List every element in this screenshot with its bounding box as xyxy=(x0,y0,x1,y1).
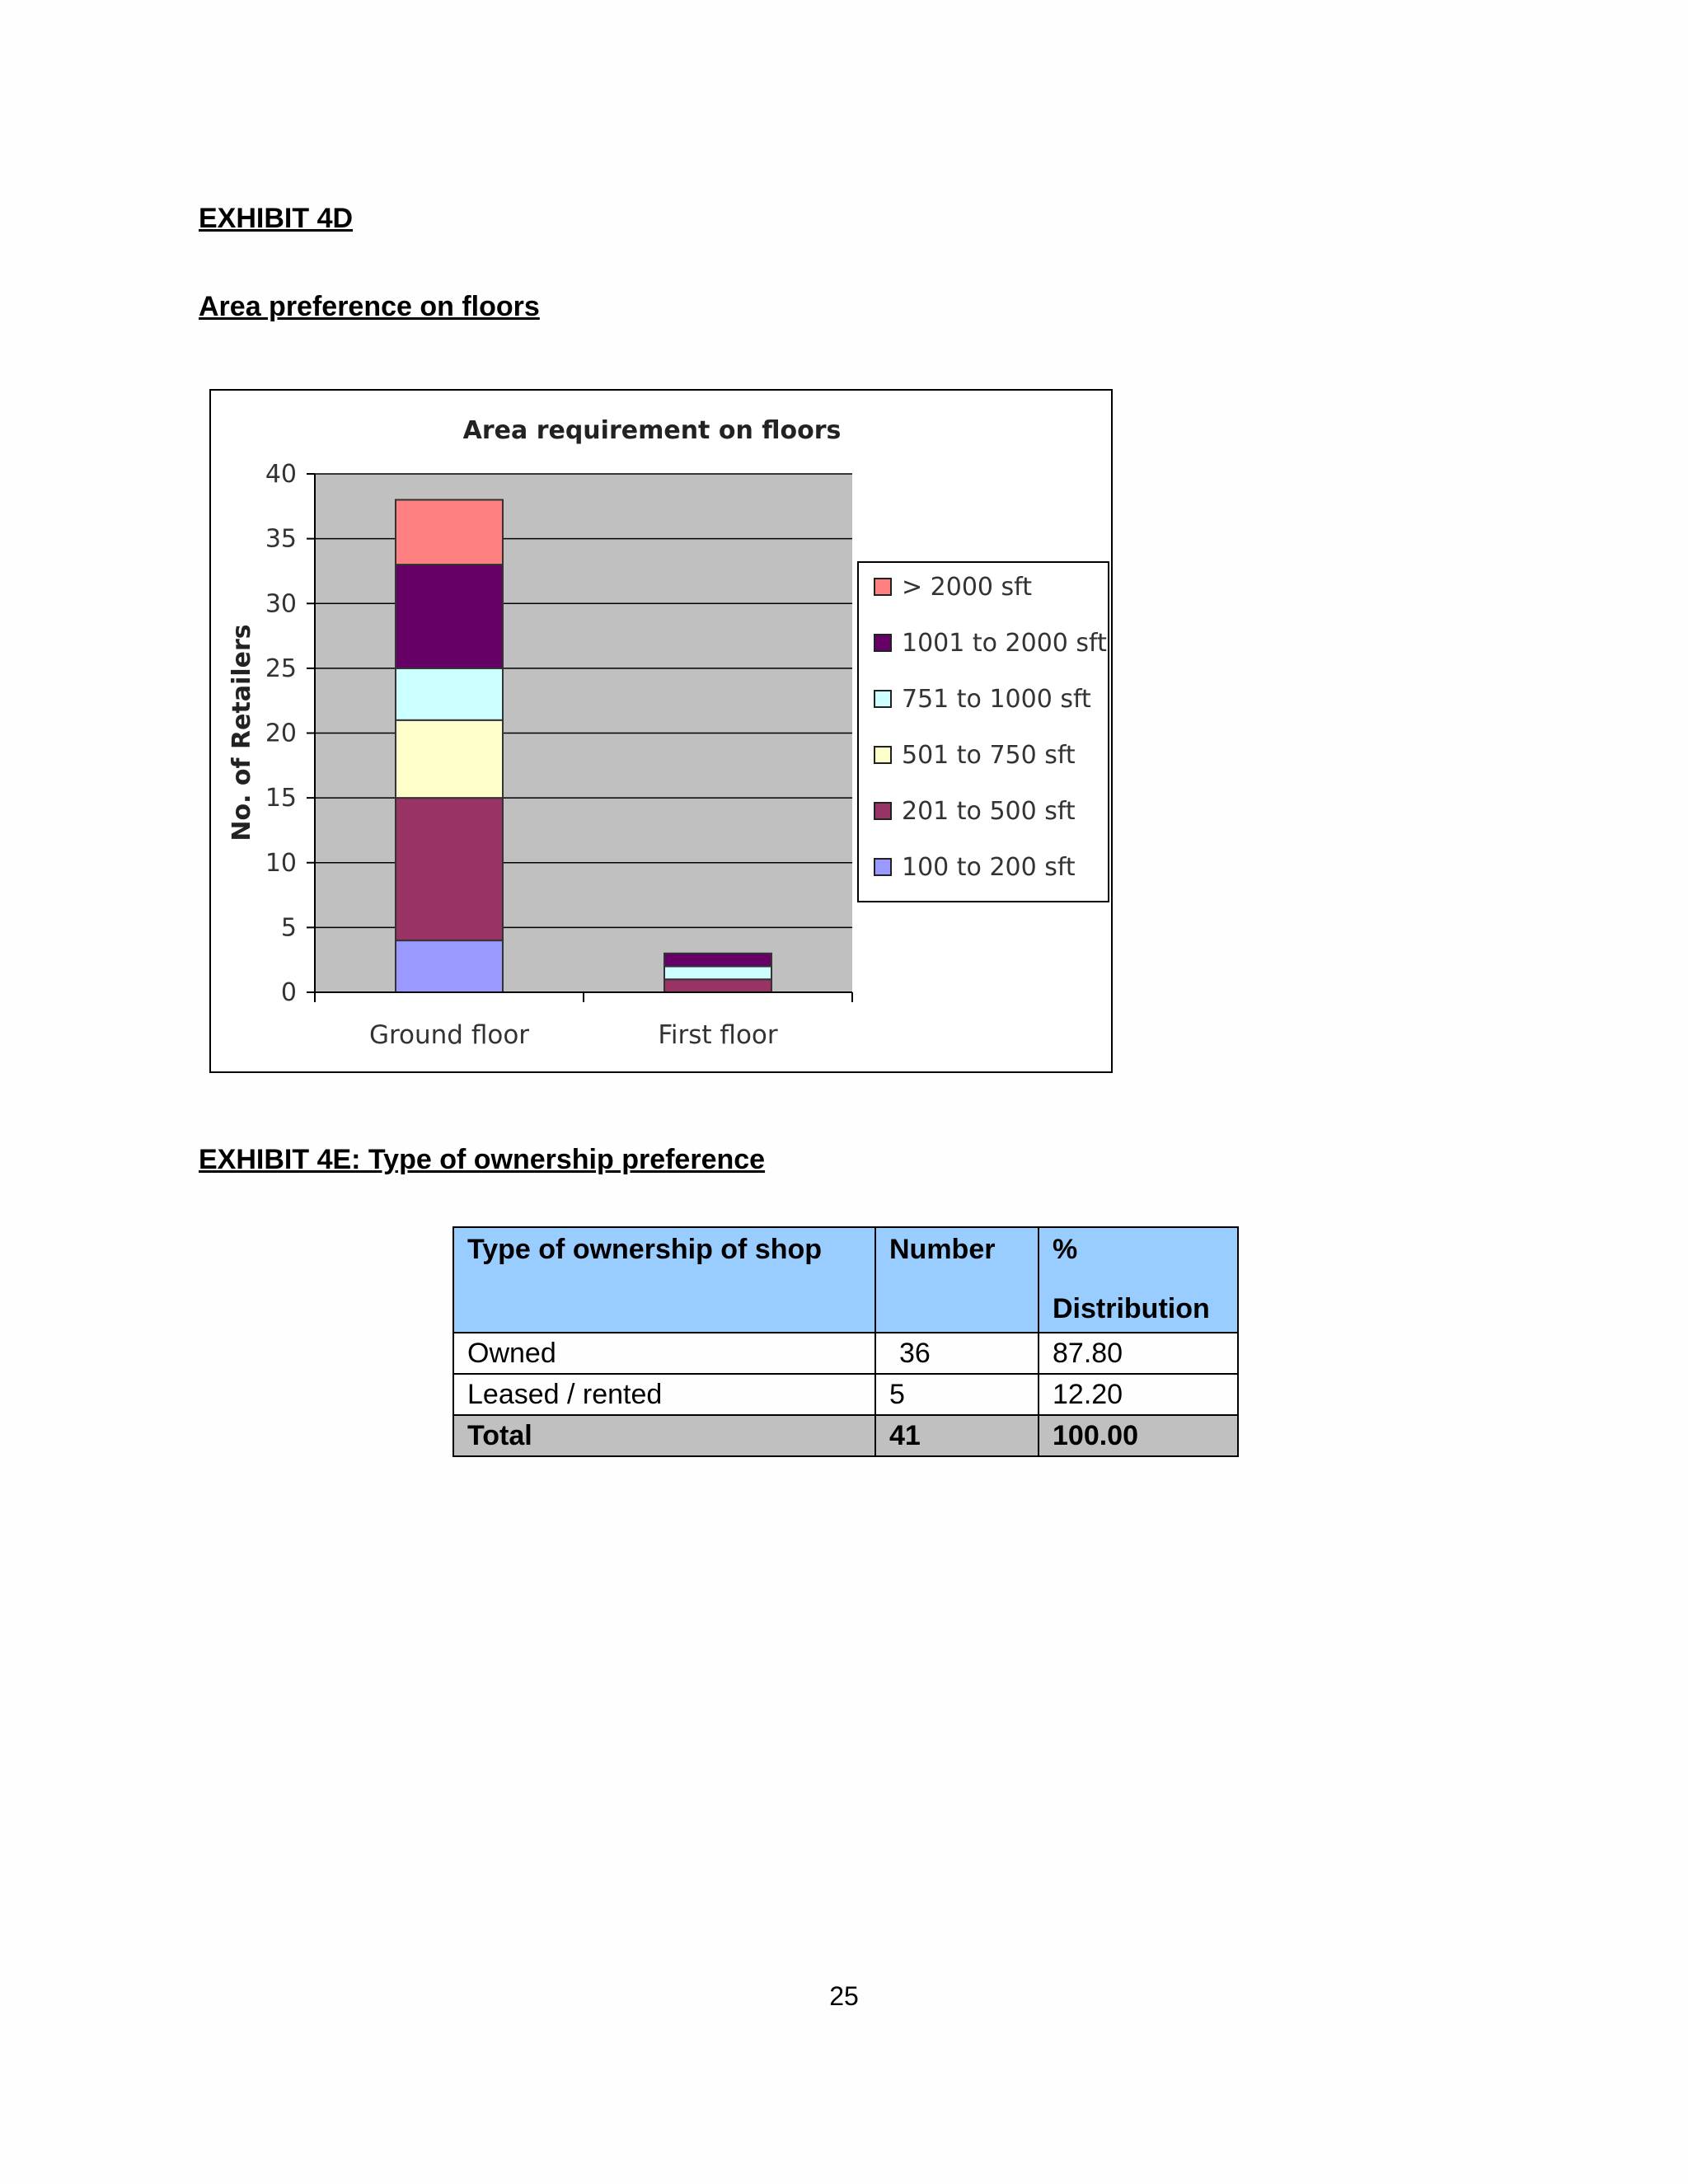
bar-segment xyxy=(396,798,503,940)
exhibit-4d-heading: EXHIBIT 4D xyxy=(199,203,354,234)
header-distribution-label: Distribution xyxy=(1053,1293,1210,1324)
y-tick-label: 25 xyxy=(265,654,297,683)
y-tick-label: 30 xyxy=(265,589,297,619)
y-tick-label: 40 xyxy=(265,460,297,489)
header-distribution xyxy=(1039,1227,1238,1333)
table-total-row xyxy=(453,1415,1238,1456)
bar-segment xyxy=(396,565,503,668)
legend-label: 201 to 500 sft xyxy=(902,797,1076,826)
legend-swatch xyxy=(874,579,891,595)
bar-segment xyxy=(396,720,503,798)
cell-total-number: 41 xyxy=(875,1415,1039,1456)
legend-swatch xyxy=(874,859,891,875)
page-number: 25 xyxy=(829,1981,859,2011)
table-row xyxy=(453,1333,1238,1374)
x-category-label: First floor xyxy=(658,1020,778,1050)
y-tick-label: 35 xyxy=(265,524,297,554)
y-tick-label: 0 xyxy=(280,978,297,1007)
legend-label: 501 to 750 sft xyxy=(902,741,1076,770)
header-number: Number xyxy=(875,1227,1039,1333)
x-category-label: Ground floor xyxy=(368,1020,530,1050)
legend-swatch xyxy=(874,635,891,651)
ownership-table xyxy=(452,1226,1239,1457)
legend-label: 100 to 200 sft xyxy=(902,853,1076,882)
legend-label: 1001 to 2000 sft xyxy=(902,629,1107,658)
x-ticks xyxy=(315,992,852,1050)
chart-title: Area requirement on floors xyxy=(462,416,842,445)
y-tick-label: 15 xyxy=(265,784,297,813)
legend-label: 751 to 1000 sft xyxy=(902,685,1091,714)
chart-canvas xyxy=(211,391,1111,1071)
table-header-row xyxy=(453,1227,1238,1333)
bar-segment xyxy=(396,940,503,992)
exhibit-4e-heading: EXHIBIT 4E: Type of ownership preference xyxy=(199,1144,766,1175)
legend-swatch xyxy=(874,691,891,707)
y-axis-title: No. of Retailers xyxy=(227,624,256,841)
cell-distribution: 87.80 xyxy=(1039,1333,1238,1374)
table-row xyxy=(453,1374,1238,1415)
y-tick-label: 10 xyxy=(265,848,297,878)
cell-number: 5 xyxy=(875,1374,1039,1415)
y-tick-label: 5 xyxy=(280,913,297,943)
bar-segment xyxy=(396,499,503,565)
cell-distribution: 12.20 xyxy=(1039,1374,1238,1415)
legend-swatch xyxy=(874,803,891,819)
bar-segment xyxy=(664,967,771,980)
bar-segment xyxy=(664,954,771,967)
cell-total-distribution: 100.00 xyxy=(1039,1415,1238,1456)
y-tick-label: 20 xyxy=(265,719,297,748)
bar-segment xyxy=(396,668,503,720)
bar-segment xyxy=(664,979,771,992)
cell-number: 36 xyxy=(875,1333,1039,1374)
area-requirement-chart xyxy=(209,389,1113,1073)
y-ticks xyxy=(265,460,315,1007)
legend-box xyxy=(858,562,1109,902)
area-preference-heading: Area preference on floors xyxy=(199,291,540,322)
header-type: Type of ownership of shop xyxy=(453,1227,875,1333)
header-percent: % xyxy=(1053,1234,1078,1265)
cell-type: Leased / rented xyxy=(453,1374,875,1415)
cell-type: Owned xyxy=(453,1333,875,1374)
legend-label: > 2000 sft xyxy=(902,573,1032,602)
cell-total-label: Total xyxy=(453,1415,875,1456)
legend-swatch xyxy=(874,747,891,763)
